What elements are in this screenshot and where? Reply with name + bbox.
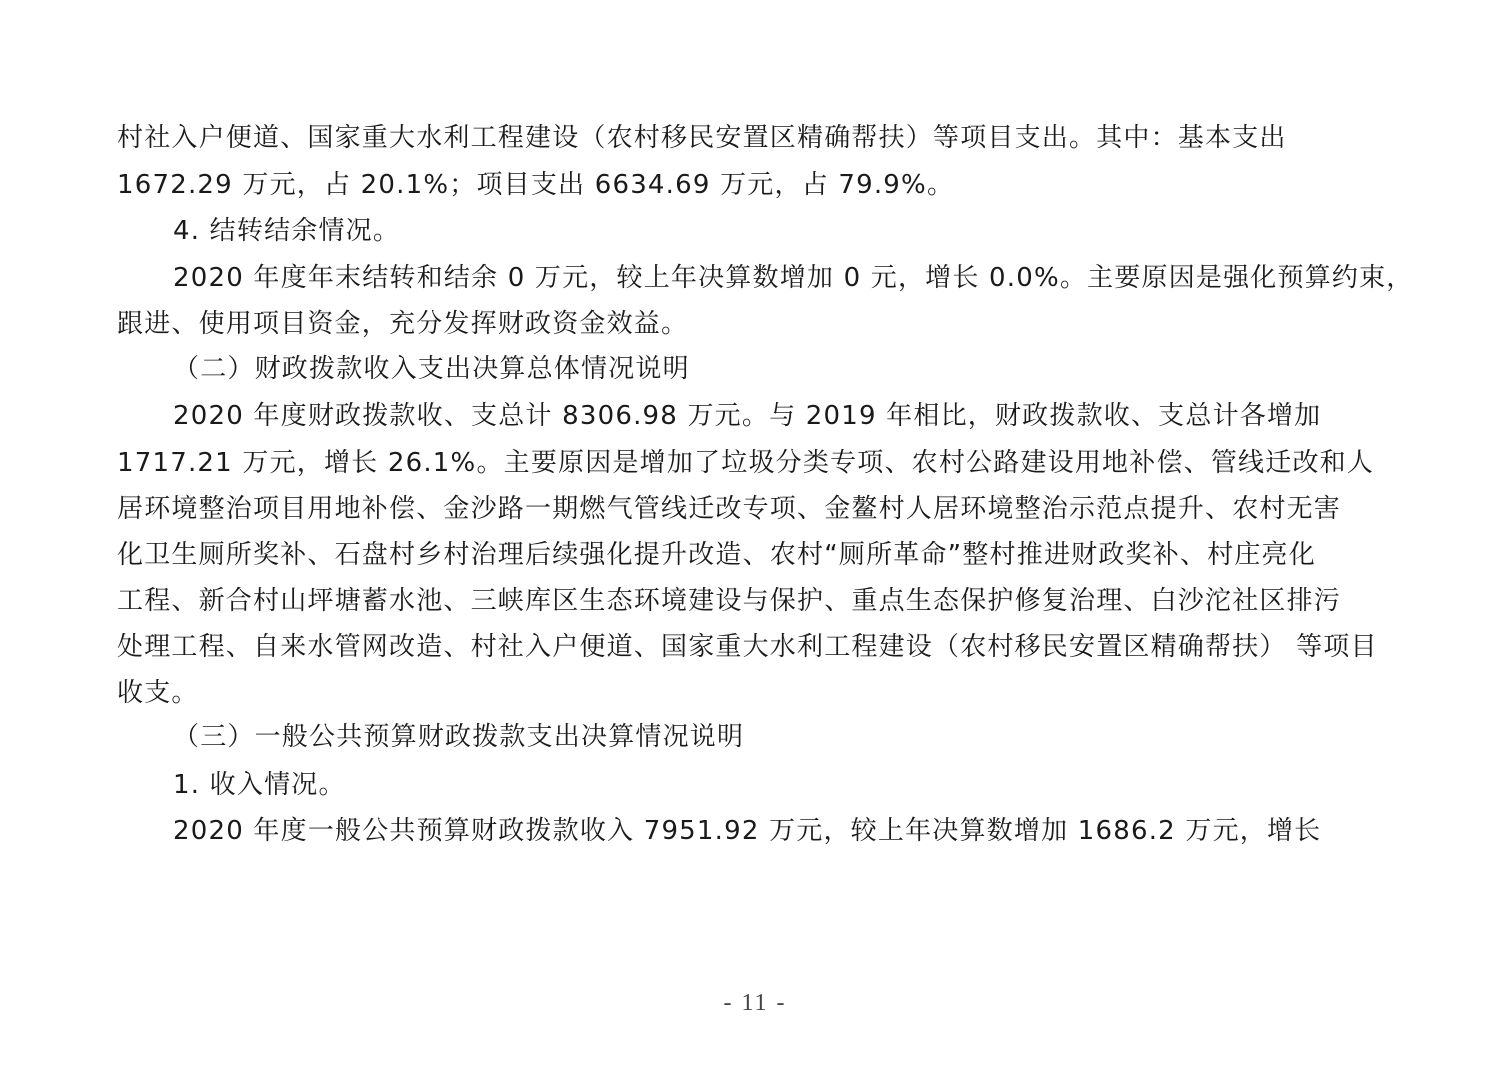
text-line-1: 村社入户便道、国家重大水利工程建设（农村移民安置区精确帮扶）等项目支出。其中：基本支出: [117, 123, 1287, 153]
section-heading-3: （三）一般公共预算财政拨款支出决算情况说明: [173, 722, 745, 752]
text-line-7: 2020 年度财政拨款收、支总计 8306.98 万元。与 2019 年相比，财政拨款收、支总计各增加: [173, 401, 1322, 431]
text-line-12: 处理工程、自来水管网改造、村社入户便道、国家重大水利工程建设（农村移民安置区精确帮扶） 等项目: [117, 632, 1378, 662]
text-line-9: 居环境整治项目用地补偿、金沙路一期燃气管线迁改专项、金鳌村人居环境整治示范点提升、农村无害: [117, 494, 1342, 524]
text-line-10: 化卫生厕所奖补、石盘村乡村治理后续强化提升改造、农村“厕所革命”整村推进财政奖补、村庄亮化: [117, 540, 1316, 570]
text-line-4: 2020 年度年末结转和结余 0 万元，较上年决算数增加 0 元，增长 0.0%。主要原因是强化预算约束，: [173, 263, 1414, 293]
page-number: - 11 -: [723, 990, 787, 1016]
subsection-heading-1: 1. 收入情况。: [173, 770, 346, 800]
text-line-8: 1717.21 万元，增长 26.1%。主要原因是增加了垃圾分类专项、农村公路建设用地补偿、管线迁改和人: [117, 448, 1375, 478]
subsection-heading-4: 4. 结转结余情况。: [173, 216, 401, 246]
text-line-16: 2020 年度一般公共预算财政拨款收入 7951.92 万元，较上年决算数增加 1686.2 万元，增长: [173, 816, 1322, 846]
text-line-2: 1672.29 万元，占 20.1%；项目支出 6634.69 万元，占 79.9%。: [117, 170, 955, 200]
text-line-11: 工程、新合村山坪塘蓄水池、三峡库区生态环境建设与保护、重点生态保护修复治理、白沙沱社区排污: [117, 586, 1342, 616]
text-line-13: 收支。: [117, 678, 199, 708]
section-heading-2: （二）财政拨款收入支出决算总体情况说明: [173, 354, 690, 384]
text-line-5: 跟进、使用项目资金，充分发挥财政资金效益。: [117, 309, 689, 339]
